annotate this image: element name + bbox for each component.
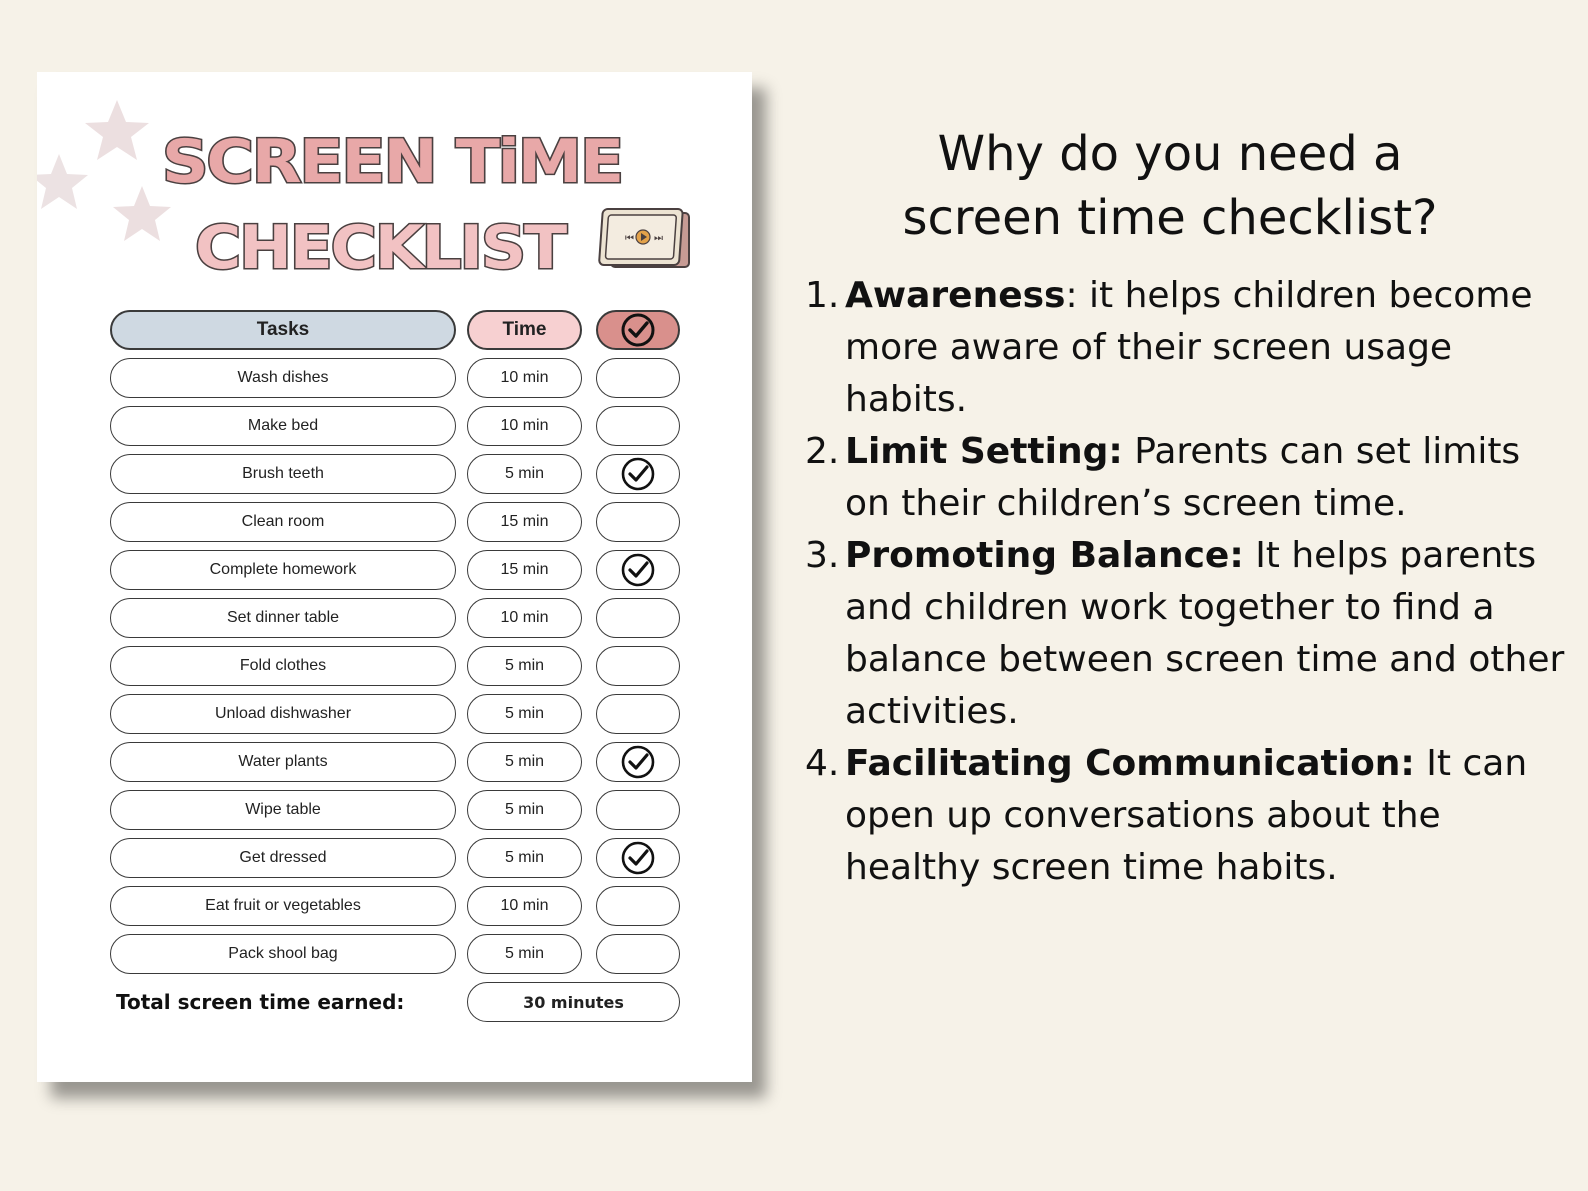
rewind-icon: ⏮	[625, 233, 634, 244]
check-header	[596, 310, 680, 350]
reason-item	[805, 426, 1565, 530]
checkbox[interactable]	[596, 838, 680, 878]
task-cell: Wipe table	[110, 790, 456, 830]
reason-text: : it helps children become more aware of their screen usage habits.	[845, 275, 1533, 420]
title-graphic	[152, 120, 632, 283]
time-cell: 5 min	[467, 742, 582, 782]
star-icon	[37, 154, 88, 209]
table-row	[110, 454, 680, 494]
checkbox[interactable]	[596, 934, 680, 974]
checkbox[interactable]	[596, 598, 680, 638]
reason-number: 2.	[805, 431, 840, 472]
reason-term: Awareness	[845, 275, 1066, 316]
task-cell: Pack shool bag	[110, 934, 456, 974]
table-row	[110, 358, 680, 398]
heading-line-2: screen time checklist?	[902, 190, 1438, 246]
table-row	[110, 502, 680, 542]
task-cell: Wash dishes	[110, 358, 456, 398]
time-cell: 5 min	[467, 694, 582, 734]
table-row	[110, 694, 680, 734]
title-line-1: SCREEN TiME	[162, 127, 622, 197]
task-cell: Unload dishwasher	[110, 694, 456, 734]
time-cell: 10 min	[467, 358, 582, 398]
total-row	[110, 982, 680, 1022]
task-cell: Get dressed	[110, 838, 456, 878]
time-cell: 10 min	[467, 406, 582, 446]
reason-item	[805, 530, 1565, 738]
time-cell: 10 min	[467, 598, 582, 638]
time-cell: 5 min	[467, 646, 582, 686]
total-label: Total screen time earned:	[116, 990, 405, 1014]
reason-text: It can open up conversations about the healthy screen time habits.	[845, 743, 1528, 888]
task-cell: Clean room	[110, 502, 456, 542]
tasks-header: Tasks	[110, 310, 456, 350]
total-value[interactable]: 30 minutes	[467, 982, 680, 1022]
time-cell: 5 min	[467, 454, 582, 494]
reason-item	[805, 270, 1565, 426]
checkbox[interactable]	[596, 550, 680, 590]
reason-term: Facilitating Communication:	[845, 743, 1415, 784]
checkbox[interactable]	[596, 742, 680, 782]
task-cell: Complete homework	[110, 550, 456, 590]
check-circle-icon	[620, 456, 656, 492]
checkbox[interactable]	[596, 646, 680, 686]
checkbox[interactable]	[596, 694, 680, 734]
table-row	[110, 646, 680, 686]
task-cell: Set dinner table	[110, 598, 456, 638]
time-cell: 15 min	[467, 550, 582, 590]
table-row	[110, 886, 680, 926]
checkbox[interactable]	[596, 790, 680, 830]
task-cell: Make bed	[110, 406, 456, 446]
reason-term: Limit Setting:	[845, 431, 1123, 472]
table-row	[110, 934, 680, 974]
star-icon	[85, 100, 149, 160]
reason-item	[805, 738, 1565, 894]
reason-number: 3.	[805, 535, 840, 576]
reason-number: 1.	[805, 275, 840, 316]
forward-icon: ⏭	[654, 233, 663, 244]
check-circle-icon	[620, 312, 656, 348]
checkbox[interactable]	[596, 886, 680, 926]
table-row	[110, 550, 680, 590]
task-cell: Brush teeth	[110, 454, 456, 494]
checkbox[interactable]	[596, 502, 680, 542]
reason-text: Parents can set limits on their children’s screen time.	[845, 431, 1521, 524]
task-cell: Eat fruit or vegetables	[110, 886, 456, 926]
table-row	[110, 598, 680, 638]
reason-number: 4.	[805, 743, 840, 784]
checklist-worksheet	[37, 72, 752, 1082]
time-cell: 5 min	[467, 838, 582, 878]
time-cell: 5 min	[467, 934, 582, 974]
time-cell: 5 min	[467, 790, 582, 830]
reason-term: Promoting Balance:	[845, 535, 1244, 576]
reasons-list	[805, 270, 1565, 894]
heading-line-1: Why do you need a	[937, 126, 1403, 182]
title-line-2: CHECKLIST	[195, 213, 568, 283]
time-cell: 10 min	[467, 886, 582, 926]
checkbox[interactable]	[596, 454, 680, 494]
table-header	[110, 310, 680, 350]
check-circle-icon	[620, 744, 656, 780]
table-row	[110, 838, 680, 878]
table-row	[110, 742, 680, 782]
reason-text: It helps parents and children work together to find a balance between screen time and other activities.	[845, 535, 1565, 732]
check-circle-icon	[620, 552, 656, 588]
checklist-table	[110, 310, 680, 1030]
table-row	[110, 406, 680, 446]
time-header: Time	[467, 310, 582, 350]
tablet-icon	[597, 207, 697, 273]
check-circle-icon	[620, 840, 656, 876]
checkbox[interactable]	[596, 406, 680, 446]
table-row	[110, 790, 680, 830]
task-cell: Water plants	[110, 742, 456, 782]
task-cell: Fold clothes	[110, 646, 456, 686]
panel-heading	[870, 122, 1470, 250]
time-cell: 15 min	[467, 502, 582, 542]
checkbox[interactable]	[596, 358, 680, 398]
